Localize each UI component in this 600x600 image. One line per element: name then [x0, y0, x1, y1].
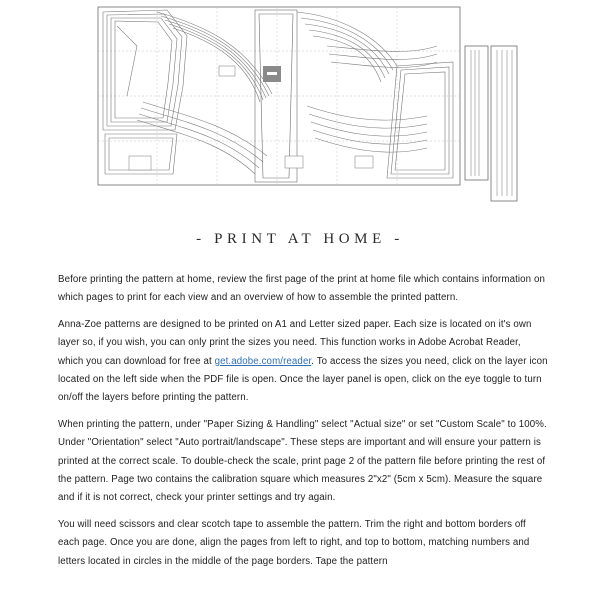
- paragraph-print-settings: When printing the pattern, under "Paper Sizing & Handling" select "Actual size" or set "Custom Scale" to 100%. Under "Orientation" select "Auto portrait/landscape". These steps are important and will ensure your pattern is printed at the correct scale. To double-check the scale, print page 2 of the pattern file before printing the rest of the pattern. Page two contains the calibration square which measures 2"x2" (5cm x 5cm). Measure the square and if it is not correct, check your printer settings and try again.: [58, 418, 547, 504]
- paragraph-review-first-page: Before printing the pattern at home, review the first page of the print at home file which contains information on which pages to print for each view and an overview of how to assemble the printed pattern.: [58, 274, 546, 304]
- paragraph-layers-text-end: . To access the sizes you need, click on the layer icon located on the left side when the PDF file is open. Once the layer panel is open, click on the eye toggle to turn on/off the layers before printing the pattern.: [58, 355, 548, 404]
- pattern-pieces-drawing: [97, 6, 519, 202]
- paragraph-assembly: You will need scissors and clear scotch tape to assemble the pattern. Trim the right and bottom borders off each page. Once you are done, align the pages from left to right, and top to bottom, matching numbers and letters located in circles in the middle of the page borders. Tape the pattern: [58, 518, 530, 567]
- paragraph-layers: [58, 316, 548, 408]
- section-heading: - PRINT AT HOME -: [196, 231, 404, 247]
- pattern-layout-image: [97, 6, 519, 202]
- adobe-reader-link[interactable]: get.adobe.com/reader: [214, 355, 312, 367]
- paragraph-layers-text-start: Anna-Zoe patterns are designed to be printed on A1 and Letter sized paper. Each size is located on it's own layer so, if you wish, you can only print the sizes you need. This function works in Adobe Acrobat Reader, which you can download for free at: [58, 318, 532, 367]
- instructions-body: [58, 271, 548, 579]
